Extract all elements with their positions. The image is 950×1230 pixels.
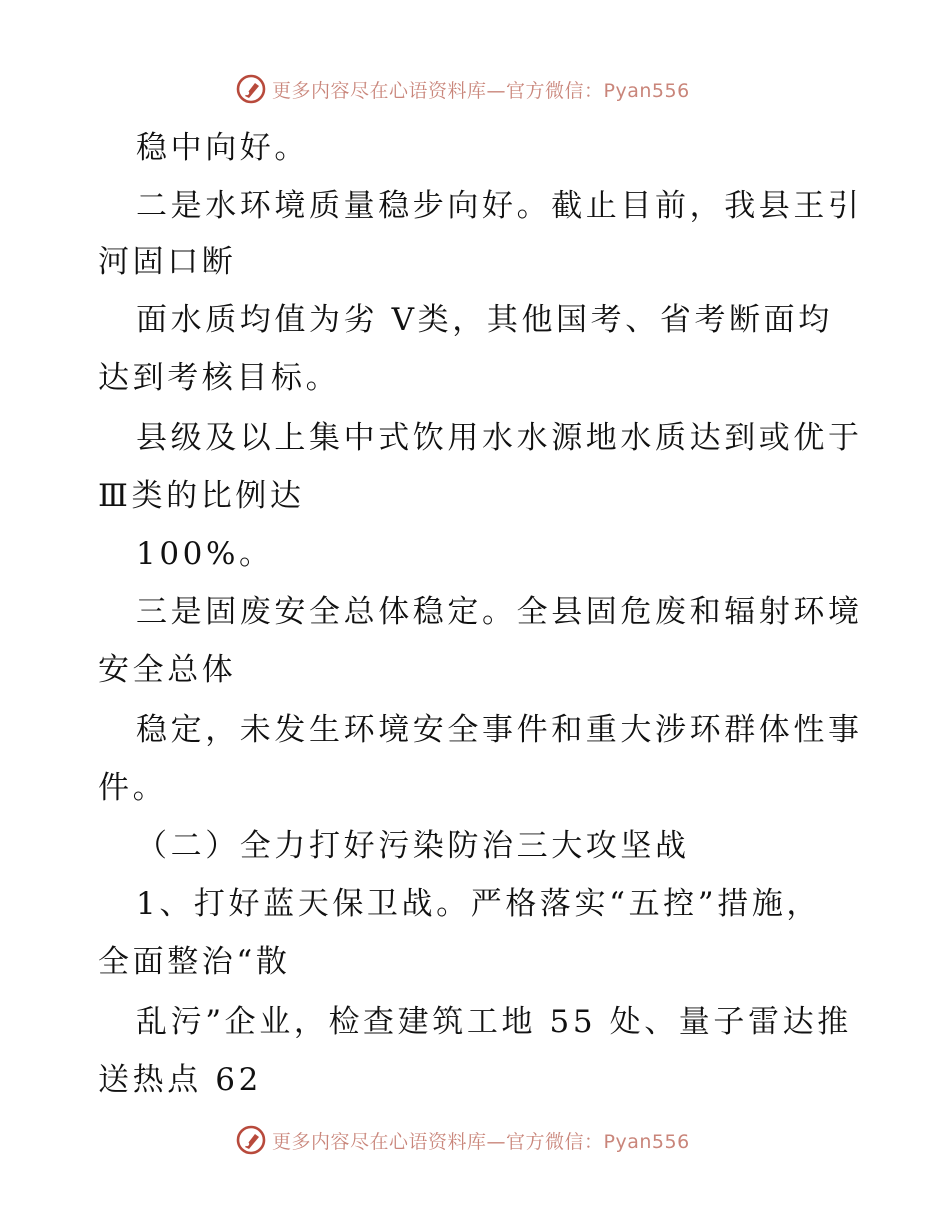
section-heading: （二）全力打好污染防治三大攻坚战 [136,828,690,864]
text-line: 达到考核目标。 [98,360,341,396]
pen-nib-logo-icon [236,1125,266,1155]
text-line: 件。 [98,770,168,806]
text-line: 三是固废安全总体稳定。全县固危废和辐射环境 [136,594,863,630]
text-line: 全面整治“散 [98,944,291,980]
text-line: 1、打好蓝天保卫战。严格落实“五控”措施， [136,886,822,922]
text-line: 面水质均值为劣 V类，其他国考、省考断面均 [136,302,833,338]
text-line: 乱污”企业，检查建筑工地 55 处、量子雷达推 [136,1004,852,1040]
text-line: Ⅲ类的比例达 [98,478,305,514]
text-line: 二是水环境质量稳步向好。截止目前，我县王引 [136,188,863,224]
text-line: 安全总体 [98,652,237,688]
text-line: 县级及以上集中式饮用水水源地水质达到或优于 [136,420,863,456]
text-line: 100%。 [136,536,274,572]
watermark-text: 更多内容尽在心语资料库—官方微信：Pyan556 [272,1130,690,1153]
text-line: 送热点 62 [98,1062,262,1098]
watermark-text: 更多内容尽在心语资料库—官方微信：Pyan556 [272,79,690,102]
text-line: 稳中向好。 [136,130,309,166]
text-line: 河固口断 [98,244,237,280]
text-line: 稳定，未发生环境安全事件和重大涉环群体性事 [136,712,863,748]
footer-watermark [236,1123,690,1157]
